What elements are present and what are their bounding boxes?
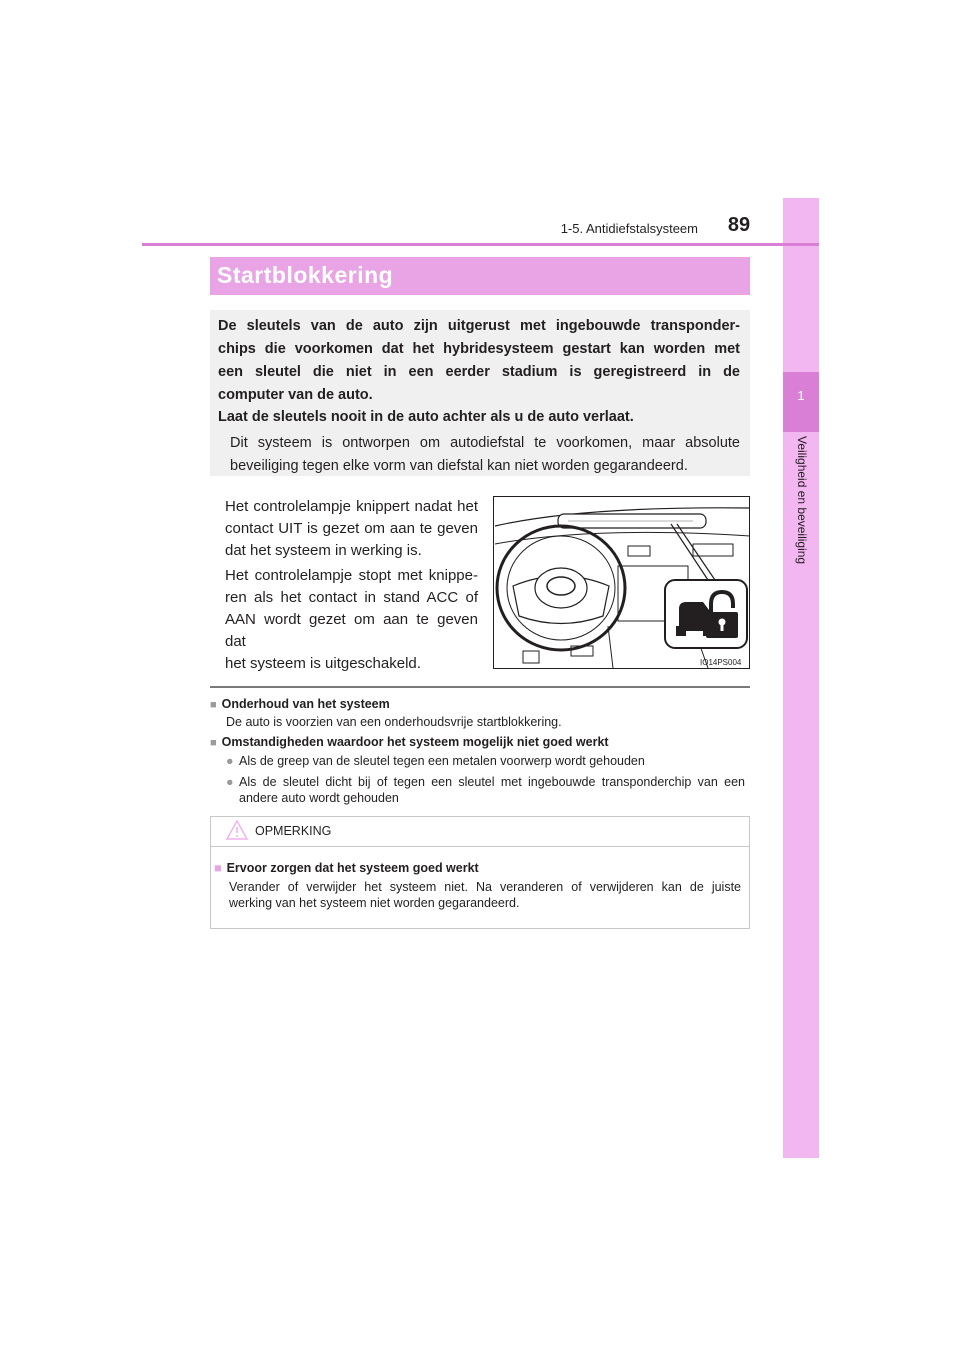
intro-line: computer van de auto. [218, 387, 373, 403]
dashboard-illustration [493, 496, 750, 669]
section-divider [210, 686, 750, 688]
note-heading-text: Onderhoud van het systeem [221, 697, 390, 711]
body-paragraph-1 [225, 496, 478, 562]
square-bullet-icon: ■ [210, 699, 217, 711]
page-number: 89 [727, 214, 751, 236]
intro-paragraph-3 [230, 432, 740, 478]
warning-text [229, 879, 741, 911]
square-bullet-icon: ■ [214, 861, 222, 875]
body-line: Het controlelampje knippert nadat het [225, 498, 478, 515]
intro-line: Dit systeem is ontworpen om autodiefstal te voorkomen, maar absolute [230, 435, 740, 451]
bullet-line: Als de sleutel dicht bij of tegen een sleutel met ingebouwde transponderchip van een [239, 775, 745, 789]
note-heading-maintenance [210, 697, 390, 711]
chapter-title-text: Veiligheid en beveiliging [795, 436, 809, 565]
body-line: het systeem is uitgeschakeld. [225, 655, 421, 672]
circle-bullet-icon: ● [226, 754, 234, 768]
body-line: contact UIT is gezet om aan te geven [225, 520, 478, 537]
page-title: Startblokkering [217, 262, 394, 288]
body-line: Het controlelampje stopt met knippe- [225, 567, 478, 584]
body-line: dat het systeem in werking is. [225, 542, 422, 559]
warning-line: Verander of verwijder het systeem niet. Na veranderen of verwijderen kan de juiste [229, 880, 741, 894]
body-line: ren als het contact in stand ACC of [225, 589, 478, 606]
body-line: AAN wordt gezet om aan te geven dat [225, 611, 478, 650]
bullet-line: andere auto wordt gehouden [239, 791, 399, 805]
chapter-title-vertical [783, 436, 819, 716]
warning-line: werking van het systeem niet worden gegarandeerd. [229, 896, 520, 910]
warning-triangle-icon [225, 819, 249, 841]
intro-paragraph-2: Laat de sleutels nooit in de auto achter als u de auto verlaat. [218, 409, 634, 425]
square-bullet-icon: ■ [210, 737, 217, 749]
intro-line: chips die voorkomen dat het hybridesysteem gestart kan worden met [218, 341, 740, 357]
warning-separator [211, 846, 749, 847]
illustration-code: IO14PS004 [700, 658, 742, 667]
note-text-maintenance: De auto is voorzien van een onderhoudsvrije startblokkering. [226, 715, 562, 729]
header-rule [142, 243, 819, 246]
chapter-number: 1 [797, 388, 805, 403]
intro-line: De sleutels van de auto zijn uitgerust met ingebouwde transponder- [218, 318, 740, 334]
note-heading-conditions [210, 735, 609, 749]
intro-line: beveiliging tegen elke vorm van diefstal kan niet worden gegarandeerd. [230, 458, 688, 474]
warning-heading [214, 861, 479, 875]
bullet-line: Als de greep van de sleutel tegen een metalen voorwerp wordt gehouden [239, 754, 645, 768]
warning-heading-text: Ervoor zorgen dat het systeem goed werkt [226, 861, 479, 875]
intro-line: een sleutel die niet in een eerder stadium is geregistreerd in de [218, 364, 740, 380]
warning-label: OPMERKING [255, 824, 332, 838]
note-heading-text: Omstandigheden waardoor het systeem mogelijk niet goed werkt [221, 735, 609, 749]
section-label: 1-5. Antidiefstalsysteem [560, 221, 698, 236]
circle-bullet-icon: ● [226, 775, 234, 789]
body-paragraph-2 [225, 565, 478, 675]
intro-paragraph-1 [218, 315, 740, 407]
